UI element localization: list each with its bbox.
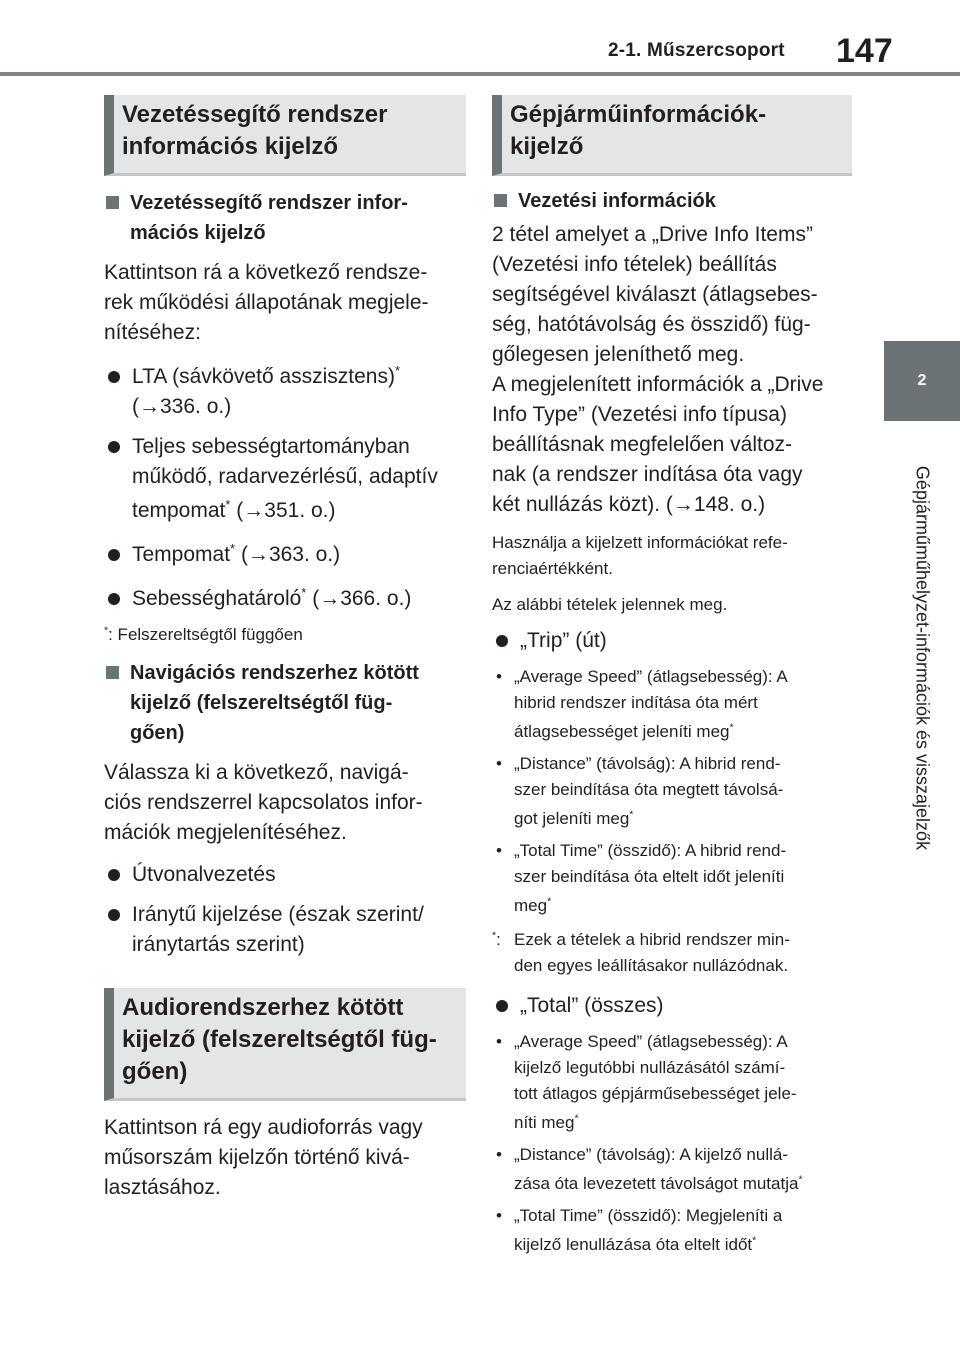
list-item-route (104, 860, 466, 890)
text-line: iránytartás szerint) (132, 933, 305, 956)
section-box-line: kijelző (510, 133, 584, 160)
paragraph-audio (104, 1113, 466, 1203)
subheading-line: mációs kijelző (130, 222, 266, 244)
dot-bullet-icon (496, 1000, 508, 1012)
text-line: kijelző legutóbbi nullázásától számí- (514, 1058, 786, 1077)
text-line: níti meg* (514, 1112, 579, 1132)
list-item-cruise (104, 540, 466, 570)
chapter-tab (884, 341, 960, 421)
trip-distance (492, 751, 852, 832)
list-item-compass (104, 900, 466, 960)
section-box-driving-assist (104, 95, 466, 176)
paragraph-intro (104, 258, 466, 348)
paragraph-items: Az alábbi tételek jelennek meg. (492, 595, 728, 614)
text-line: nak (a rendszer indítása óta vagy (492, 463, 803, 486)
subheading-driving-info (492, 186, 852, 216)
text-line: kijelző lenullázása óta eltelt időt* (514, 1234, 757, 1254)
bullet-icon: • (496, 1032, 502, 1051)
text-line: nítéséhez: (104, 321, 201, 344)
text-line: „Distance” (távolság): A kijelző nullá- (514, 1145, 789, 1164)
trip-total-time (492, 838, 852, 919)
paragraph-navigation (104, 758, 466, 848)
section-box-line: Gépjárműinformációk- (510, 101, 767, 128)
list-item-speed-limiter (104, 584, 466, 614)
text-line: tempomat* (→351. o.) (132, 497, 336, 522)
subheading-line: gően) (130, 722, 185, 744)
text-line: „Distance” (távolság): A hibrid rend- (514, 754, 781, 773)
dot-bullet-icon (108, 441, 120, 453)
text-line: gőlegesen jeleníthető meg. (492, 343, 745, 366)
subheading-line: Vezetési információk (518, 190, 716, 212)
bullet-icon: • (496, 667, 502, 686)
subheading-line: Vezetéssegítő rendszer infor- (130, 192, 408, 214)
dot-bullet-icon (108, 371, 120, 383)
page-number: 147 (836, 32, 893, 70)
text-line: műsorszám kijelzőn történő kivá- (104, 1146, 410, 1169)
text-line: tott átlagos gépjárműsebességet jele- (514, 1084, 797, 1103)
left-column (104, 95, 466, 1203)
bullet-icon: • (496, 1145, 502, 1164)
text-line: működő, radarvezérlésű, adaptív (132, 465, 438, 488)
text-line: „Trip” (út) (520, 629, 607, 652)
text-line: Ezek a tételek a hibrid rendszer min- (514, 930, 790, 949)
text-line: got jeleníti meg* (514, 808, 634, 828)
text-line: zása óta levezetett távolságot mutatja* (514, 1173, 803, 1193)
text-line: „Average Speed” (átlagsebesség): A (514, 1032, 788, 1051)
text-line: ség, hatótávolság és összidő) füg- (492, 313, 811, 336)
section-box-vehicle-info (492, 95, 852, 176)
dot-bullet-icon (108, 593, 120, 605)
text-line: rek működési állapotának megjele- (104, 291, 429, 314)
paragraph-reference (492, 530, 852, 582)
text-line: Használja a kijelzett információkat refe- (492, 533, 788, 552)
square-bullet-icon (106, 666, 119, 679)
bullet-icon: • (496, 1206, 502, 1225)
note-marker: *: (492, 929, 501, 949)
footnote: *: Felszereltségtől függően (104, 624, 303, 644)
section-box-line: információs kijelző (122, 133, 339, 160)
section-box-line: Vezetéssegítő rendszer (122, 101, 388, 128)
text-line: Info Type” (Vezetési info típusa) (492, 403, 787, 426)
header-rule (0, 72, 960, 76)
text-line: két nullázás közt). (→148. o.) (492, 493, 766, 516)
text-line: szer beindítása óta megtett távolsá- (514, 780, 784, 799)
text-line: ciós rendszerrel kapcsolatos infor- (104, 791, 423, 814)
section-title: 2-1. Műszercsoport (608, 40, 785, 61)
dot-bullet-icon (496, 635, 508, 647)
list-item-adaptive-cruise (104, 432, 466, 526)
text-line: hibrid rendszer indítása óta mért (514, 693, 758, 712)
text-line: segítségével kiválaszt (átlagsebes- (492, 283, 818, 306)
text-line: meg* (514, 895, 552, 915)
list-item-trip (492, 626, 852, 656)
subheading-line: Navigációs rendszerhez kötött (130, 662, 419, 684)
text-line: lasztásához. (104, 1176, 221, 1199)
text-line: „Average Speed” (átlagsebesség): A (514, 667, 788, 686)
text-line: Sebességhatároló* (→366. o.) (132, 585, 412, 610)
text-line: (→336. o.) (132, 395, 232, 418)
section-box-line: gően) (122, 1058, 188, 1085)
text-line: A megjelenített információk a „Drive (492, 373, 824, 396)
section-box-line: Audiorendszerhez kötött (122, 994, 404, 1021)
total-distance (492, 1142, 852, 1197)
dot-bullet-icon (108, 869, 120, 881)
square-bullet-icon (494, 194, 507, 207)
text-line: (Vezetési info tételek) beállítás (492, 253, 777, 276)
chapter-label: Gépjárműműhelyzet-információk és visszajelzők (912, 465, 933, 851)
text-line: Iránytű kijelzése (észak szerint/ (132, 903, 424, 926)
total-total-time (492, 1203, 852, 1258)
subheading-driving-assist (104, 188, 466, 248)
text-line: LTA (sávkövető asszisztens)* (132, 363, 401, 388)
chapter-number: 2 (917, 372, 927, 389)
text-line: Válassza ki a következő, navigá- (104, 761, 409, 784)
total-average-speed (492, 1029, 852, 1136)
text-line: „Total” (összes) (520, 994, 664, 1017)
square-bullet-icon (106, 196, 119, 209)
dot-bullet-icon (108, 909, 120, 921)
text-line: szer beindítása óta eltelt időt jeleníti (514, 867, 785, 886)
subheading-line: kijelző (felszereltségtől füg- (130, 692, 393, 714)
text-line: 2 tétel amelyet a „Drive Info Items” (492, 223, 813, 246)
section-box-audio (104, 988, 466, 1101)
text-line: „Total Time” (összidő): A hibrid rend- (514, 841, 787, 860)
text-line: mációk megjelenítéséhez. (104, 821, 347, 844)
section-box-line: kijelző (felszereltségtől füg- (122, 1026, 437, 1053)
right-column (492, 95, 852, 1258)
text-line: Kattintson rá egy audioforrás vagy (104, 1116, 423, 1139)
bullet-icon: • (496, 841, 502, 860)
subheading-navigation (104, 658, 466, 748)
text-line: átlagsebességet jeleníti meg* (514, 721, 734, 741)
list-item-lta (104, 362, 466, 422)
text-line: Teljes sebességtartományban (132, 435, 410, 458)
trip-average-speed (492, 664, 852, 745)
text-line: Tempomat* (→363. o.) (132, 541, 341, 566)
text-line: beállításnak megfelelően változ- (492, 433, 793, 456)
text-line: Útvonalvezetés (132, 863, 276, 886)
dot-bullet-icon (108, 549, 120, 561)
note-reset (492, 927, 852, 979)
list-item-total (492, 991, 852, 1021)
bullet-icon: • (496, 754, 502, 773)
text-line: „Total Time” (összidő): Megjeleníti a (514, 1206, 783, 1225)
text-line: Kattintson rá a következő rendsze- (104, 261, 428, 284)
paragraph-driving-info (492, 220, 852, 520)
text-line: renciaértékként. (492, 559, 613, 578)
text-line: den egyes leállításakor nullázódnak. (514, 956, 789, 975)
